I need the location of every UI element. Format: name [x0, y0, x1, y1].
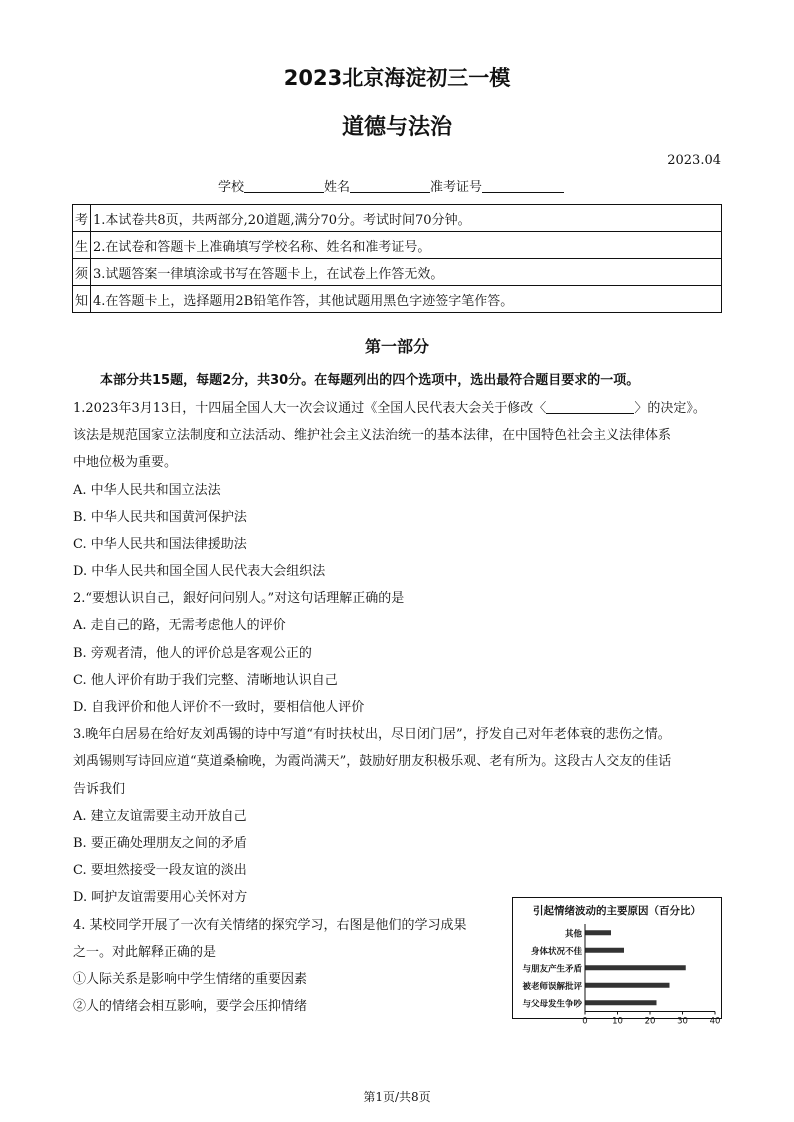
chart-bar [585, 983, 670, 988]
part1-title: 第一部分 [364, 337, 429, 356]
q2-option-b: B. 旁观者清，他人的评价总是客观公正的 [73, 646, 312, 661]
part1-intro: 本部分共15题，每题2分，共30分。在每题列出的四个选项中，选出最符合题目要求的一项。 [100, 373, 640, 388]
q3-option-b: B. 要正确处理朋友之间的矛盾 [73, 836, 247, 851]
q4-stem-line2: 之一。对此解释正确的是 [73, 945, 217, 960]
chart-category-label: 被老师误解批评 [522, 981, 582, 992]
exam-no-label: 准考证号 [430, 180, 483, 195]
q2-option-a: A. 走自己的路，无需考虑他人的评价 [73, 618, 286, 633]
chart-bar [585, 948, 624, 953]
q3-option-c: C. 要坦然接受一段友谊的淡出 [73, 863, 247, 878]
notice-side-char: 生 [73, 232, 91, 259]
notice-side-char: 考 [73, 205, 91, 232]
chart-bar [585, 1000, 657, 1005]
chart-bar [585, 965, 686, 970]
q3-option-a: A. 建立友谊需要主动开放自己 [73, 809, 247, 824]
q4-option-2: ②人的情绪会相互影响，要学会压抑情绪 [73, 999, 308, 1014]
notice-item: 3.试题答案一律填涂或书写在答题卡上，在试卷上作答无效。 [91, 259, 722, 286]
student-info-fields [218, 176, 564, 195]
q1-stem-pre: 1.2023年3月13日，十四届全国人大一次会议通过《全国人民代表大会关于修改〈 [73, 401, 547, 416]
q4-option-1: ①人际关系是影响中学生情绪的重要因素 [73, 972, 308, 987]
notice-item: 2.在试卷和答题卡上准确填写学校名称、姓名和准考证号。 [91, 232, 722, 259]
chart-x-tick-label: 30 [677, 1016, 688, 1027]
notice-table [72, 204, 722, 313]
subject-title: 道德与法治 [341, 115, 452, 140]
q1-option-b: B. 中华人民共和国黄河保护法 [73, 510, 247, 525]
chart-svg [513, 898, 721, 1027]
q1-option-a: A. 中华人民共和国立法法 [73, 483, 221, 498]
page-footer: 第1页/共8页 [363, 1090, 431, 1104]
chart-x-tick-label: 10 [612, 1016, 623, 1027]
q1-stem-line1 [73, 397, 706, 416]
notice-item: 4.在答题卡上，选择题用2B铅笔作答，其他试题用黑色字迹签字笔作答。 [91, 286, 722, 313]
exam-title: 2023北京海淀初三一模 [283, 66, 511, 90]
notice-item: 1.本试卷共8页，共两部分,20道题,满分70分。考试时间70分钟。 [91, 205, 722, 232]
chart-category-label: 身体状况不佳 [530, 946, 582, 957]
school-blank[interactable] [244, 179, 324, 193]
notice-side-char: 须 [73, 259, 91, 286]
chart-category-label: 其他 [564, 929, 582, 940]
q3-stem-line1: 3.晚年白居易在给好友刘禹锡的诗中写道“有时扶杖出，尽日闭门居”，抒发自己对年老体衰的悲伤之情。 [73, 727, 671, 742]
chart-x-tick-label: 0 [582, 1016, 588, 1027]
exam-no-blank[interactable] [482, 179, 564, 193]
chart-title: 引起情绪波动的主要原因（百分比） [533, 905, 701, 917]
q3-stem-line3: 告诉我们 [73, 782, 126, 797]
notice-side-char: 知 [73, 286, 91, 313]
q1-option-d: D. 中华人民共和国全国人民代表大会组织法 [73, 564, 326, 579]
emotion-cause-chart [512, 897, 722, 1027]
q3-option-d: D. 呵护友谊需要用心关怀对方 [73, 890, 248, 905]
q2-stem: 2.“要想认识自己，銀好问问别人。”对这句话理解正确的是 [73, 591, 405, 606]
chart-bar [585, 930, 611, 935]
chart-x-tick-label: 20 [644, 1016, 656, 1027]
exam-date: 2023.04 [667, 153, 721, 168]
name-label: 姓名 [324, 180, 351, 195]
name-blank[interactable] [350, 179, 430, 193]
q1-stem-line2: 该法是规范国家立法制度和立法活动、维护社会主义法治统一的基本法律，在中国特色社会主义法律体系 [73, 428, 672, 443]
q4-stem-line1: 4. 某校同学开展了一次有关情绪的探究学习，右图是他们的学习成果 [73, 918, 467, 933]
chart-x-tick-label: 40 [709, 1016, 721, 1027]
q2-option-c: C. 他人评价有助于我们完整、清晰地认识自己 [73, 673, 338, 688]
chart-category-label: 与父母发生争吵 [522, 999, 582, 1010]
q1-stem-line3: 中地位极为重要。 [73, 455, 178, 470]
q3-stem-line2: 刘禹锡则写诗回应道“莫道桑榆晚，为霞尚满天”，鼓励好朋友积极乐观、老有所为。这段古人交友的佳话 [73, 754, 672, 769]
q1-option-c: C. 中华人民共和国法律援助法 [73, 537, 247, 552]
q1-stem-post: 〉的决定》。 [634, 401, 706, 416]
q1-answer-blank [546, 401, 634, 414]
q2-option-d: D. 自我评价和他人评价不一致时，要相信他人评价 [73, 700, 365, 715]
school-label: 学校 [218, 180, 245, 195]
chart-category-label: 与朋友产生矛盾 [522, 964, 582, 975]
